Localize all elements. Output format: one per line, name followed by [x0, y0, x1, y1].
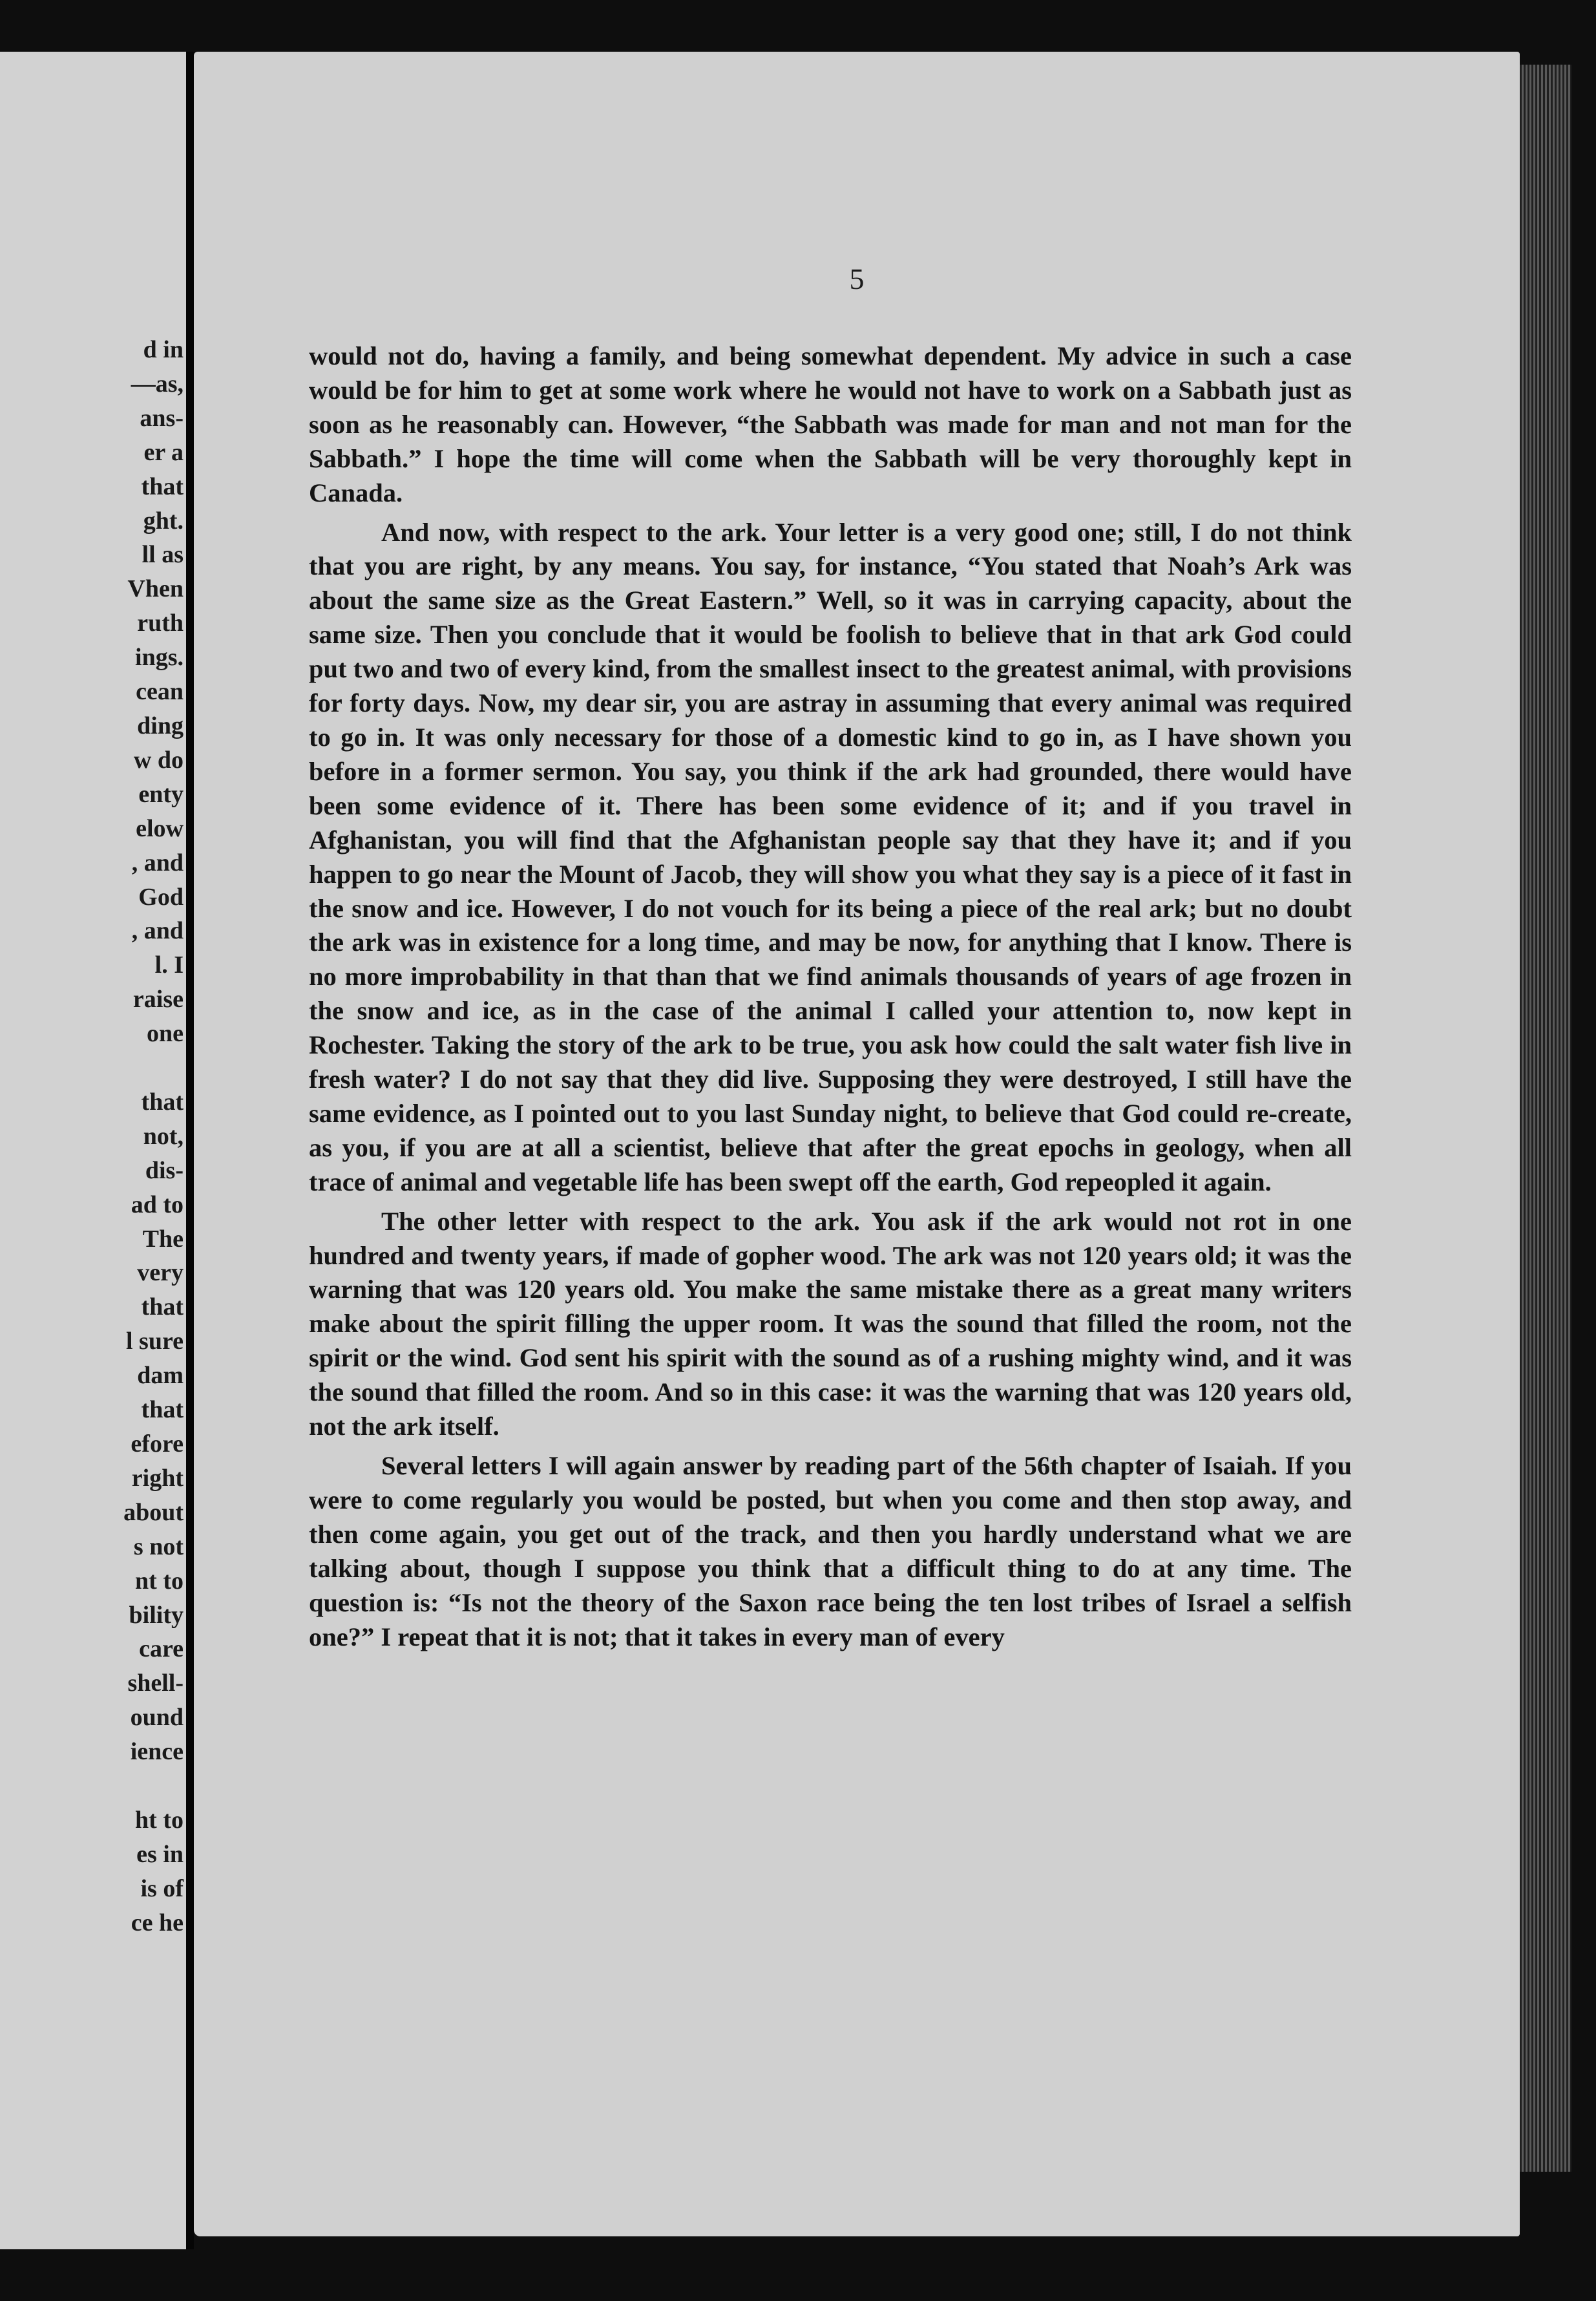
facing-line: care	[139, 1635, 184, 1663]
facing-line: elow	[136, 814, 184, 842]
facing-line: ce he	[131, 1909, 184, 1936]
facing-line: God	[138, 883, 184, 911]
facing-line: ll as	[142, 541, 184, 569]
facing-page-text	[123, 333, 184, 1940]
book-gutter	[186, 52, 194, 2249]
facing-line: d in	[143, 336, 184, 363]
page-edges	[1520, 65, 1571, 2172]
facing-line: efore	[131, 1430, 184, 1458]
page-body	[309, 339, 1352, 1659]
facing-line: er a	[143, 438, 184, 466]
facing-line: one	[147, 1020, 184, 1048]
facing-page	[0, 52, 186, 2249]
facing-line: raise	[132, 986, 184, 1013]
paragraph: And now, with respect to the ark. Your letter is a very good one; still, I do not think that you are right, by any means. You say, for instance, “You stated that Noah’s Ark was about the same size as the Great Eastern.” Well, so it was in carrying capacity, about the same size. Then you conclude that it would be foolish to believe that in that ark God could put two and two of every kind, from the smallest insect to the greatest animal, with provisions for forty days. Now, my dear sir, you are astray in assuming that every animal was required to go in. It was only necessary for those of a domestic kind to go in, as I have shown you before in a former sermon. You say, you think if the ark had grounded, there would have been some evidence of it. There has been some evidence of it; and if you travel in Afghanistan, you will find that the Afghanistan people say that they have it; and if you happen to go near the Mount of Jacob, they will show you what they say is a piece of it fast in the snow and ice. However, I do not vouch for its being a piece of the real ark; but no doubt the ark was in existence for a long time, and may be now, for anything that I know. There is no more improbability in that than that we find animals thousands of years of age frozen in the snow and ice, as in the case of the animal I called your attention to, now kept in Rochester. Taking the story of the ark to be true, you ask how could the salt water fish live in fresh water? I do not say that they did live. Supposing they were destroyed, I still have the same evidence, as I pointed out to you last Sunday night, to believe that God could re-create, as you, if you are at all a scientist, believe that after the great epochs in geology, when all trace of animal and vegetable life has been swept off the earth, God repeopled it again.	[309, 517, 1352, 1196]
facing-line: Vhen	[127, 575, 184, 603]
facing-line: ad to	[131, 1191, 184, 1218]
facing-line: , and	[131, 849, 184, 876]
facing-line: that	[141, 1293, 184, 1321]
facing-line: l. I	[154, 951, 184, 979]
facing-line: cean	[136, 678, 184, 706]
facing-line: ruth	[137, 610, 184, 637]
page-number: 5	[849, 262, 865, 295]
facing-line: ht to	[135, 1806, 184, 1834]
facing-line: that	[141, 472, 184, 500]
facing-line: bility	[129, 1601, 184, 1629]
facing-line: es in	[136, 1840, 184, 1868]
facing-line	[123, 1769, 184, 1803]
facing-line: The	[142, 1225, 184, 1253]
facing-line: ings.	[135, 644, 184, 672]
facing-line: that	[141, 1088, 184, 1116]
facing-line: enty	[138, 780, 184, 808]
facing-line: right	[131, 1464, 184, 1492]
page	[194, 52, 1520, 2236]
paragraph: Several letters I will again answer by reading part of the 56th chapter of Isaiah. If you were to come regularly you would be posted, but when you come and then stop away, and then come again, you get out of the track, and then you hardly understand what we are talking about, though I suppose you think that a difficult thing to do at any time. The question is: “Is not the theory of the Saxon race being the ten lost tribes of Israel a selfish one?” I repeat that it is not; that it takes in every man of every	[309, 1451, 1352, 1651]
facing-line: ding	[137, 712, 184, 739]
facing-line: ans-	[140, 404, 184, 432]
facing-line: dis-	[145, 1156, 184, 1184]
facing-line: dam	[137, 1362, 184, 1390]
facing-line: very	[137, 1259, 184, 1287]
facing-line: ght.	[143, 507, 184, 535]
facing-line	[123, 1051, 184, 1085]
paragraph: would not do, having a family, and being somewhat dependent. My advice in such a case would be for him to get at some work where he would not have to work on a Sabbath just as soon as he reasonably can. However, “the Sabbath was made for man and not man for the Sabbath.” I hope the time will come when the Sabbath will be very thoroughly kept in Canada.	[309, 341, 1352, 507]
facing-line: is of	[140, 1874, 184, 1902]
facing-line: —as,	[131, 370, 184, 398]
paragraph: The other letter with respect to the ark. You ask if the ark would not rot in one hundred and twenty years, if made of gopher wood. The ark was not 120 years old; it was the warning that was 120 years old. You make the same mistake there as a great many writers make about the spirit filling the upper room. It was the sound that filled the room, not the spirit or the wind. God sent his spirit with the sound as of a rushing mighty wind, and it was the sound that filled the room. And so in this case: it was the warning that was 120 years old, not the ark itself.	[309, 1206, 1352, 1441]
facing-line: l sure	[125, 1328, 184, 1355]
facing-line: w do	[133, 746, 184, 774]
facing-line: shell-	[127, 1670, 184, 1697]
facing-line: not,	[143, 1122, 184, 1150]
facing-line: , and	[131, 917, 184, 945]
facing-line: that	[141, 1396, 184, 1424]
facing-line: nt to	[135, 1567, 184, 1595]
facing-line: ience	[130, 1738, 184, 1766]
facing-line: about	[123, 1498, 184, 1526]
facing-line: s not	[133, 1532, 184, 1560]
facing-line: ound	[130, 1704, 184, 1732]
